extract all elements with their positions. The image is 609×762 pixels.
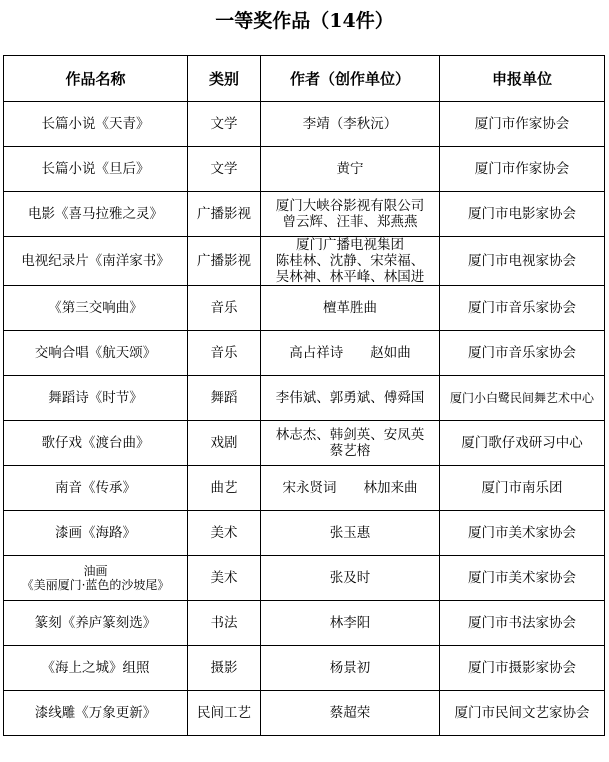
author-line: 厦门广播电视集团 — [296, 237, 404, 253]
author-cell — [261, 511, 440, 556]
unit-cell: 厦门小白鹭民间舞艺术中心 — [440, 376, 605, 421]
unit-cell: 厦门市作家协会 — [440, 147, 605, 192]
header-submitting-unit: 申报单位 — [440, 56, 605, 102]
table-row — [4, 601, 605, 646]
table-row — [4, 556, 605, 601]
work-name-line: 《第三交响曲》 — [48, 300, 143, 316]
author-line: 蔡艺榕 — [329, 443, 371, 459]
category-cell: 摄影 — [188, 646, 261, 691]
work-name-line: 漆线雕《万象更新》 — [34, 705, 157, 721]
work-name-cell — [4, 237, 188, 286]
unit-cell: 厦门歌仔戏研习中心 — [440, 421, 605, 466]
author-cell — [261, 192, 440, 237]
work-name-line: 油画 — [83, 564, 108, 578]
work-name-line: 舞蹈诗《时节》 — [48, 390, 143, 406]
work-name-line: 《美丽厦门·蓝色的沙坡尾》 — [21, 578, 170, 592]
category-cell: 书法 — [188, 601, 261, 646]
work-name-cell — [4, 556, 188, 601]
author-cell — [261, 466, 440, 511]
category-cell: 美术 — [188, 511, 261, 556]
work-name-line: 电视纪录片《南洋家书》 — [21, 253, 170, 269]
author-line: 陈桂林、沈静、宋荣福、 — [275, 253, 425, 269]
table-row — [4, 102, 605, 147]
work-name-line: 歌仔戏《渡台曲》 — [41, 435, 150, 451]
unit-cell: 厦门市民间文艺家协会 — [440, 691, 605, 736]
table-row — [4, 466, 605, 511]
category-cell: 音乐 — [188, 286, 261, 331]
author-line: 张玉惠 — [329, 525, 371, 541]
unit-cell: 厦门市电影家协会 — [440, 192, 605, 237]
author-line: 杨景初 — [329, 660, 371, 676]
work-name-cell — [4, 286, 188, 331]
category-cell: 广播影视 — [188, 192, 261, 237]
author-cell — [261, 331, 440, 376]
work-name-cell — [4, 147, 188, 192]
work-name-line: 长篇小说《天青》 — [41, 116, 150, 132]
author-line: 曾云辉、汪菲、郑燕燕 — [282, 214, 418, 230]
work-name-line: 南音《传承》 — [55, 480, 136, 496]
author-line: 高占祥诗 赵如曲 — [289, 345, 411, 361]
table-row — [4, 192, 605, 237]
work-name-line: 交响合唱《航天颂》 — [34, 345, 157, 361]
unit-cell: 厦门市南乐团 — [440, 466, 605, 511]
work-name-cell — [4, 102, 188, 147]
category-cell: 民间工艺 — [188, 691, 261, 736]
author-line: 林李阳 — [329, 615, 371, 631]
header-author: 作者（创作单位） — [261, 56, 440, 102]
table-row — [4, 511, 605, 556]
table-row — [4, 147, 605, 192]
work-name-cell — [4, 192, 188, 237]
unit-cell: 厦门市电视家协会 — [440, 237, 605, 286]
unit-cell: 厦门市音乐家协会 — [440, 286, 605, 331]
work-name-cell — [4, 601, 188, 646]
author-cell — [261, 237, 440, 286]
unit-cell: 厦门市摄影家协会 — [440, 646, 605, 691]
author-line: 厦门大峡谷影视有限公司 — [275, 198, 425, 214]
unit-cell: 厦门市音乐家协会 — [440, 331, 605, 376]
table-row — [4, 421, 605, 466]
work-name-line: 漆画《海路》 — [55, 525, 136, 541]
unit-cell: 厦门市书法家协会 — [440, 601, 605, 646]
category-cell: 文学 — [188, 147, 261, 192]
author-line: 宋永贤词 林加来曲 — [282, 480, 418, 496]
author-cell — [261, 556, 440, 601]
author-line: 张及时 — [329, 570, 371, 586]
author-line: 黄宁 — [336, 161, 364, 177]
header-category: 类别 — [188, 56, 261, 102]
author-line: 蔡超荣 — [329, 705, 371, 721]
author-cell — [261, 601, 440, 646]
work-name-cell — [4, 466, 188, 511]
table-row — [4, 331, 605, 376]
category-cell: 音乐 — [188, 331, 261, 376]
unit-cell: 厦门市美术家协会 — [440, 511, 605, 556]
table-header-row — [4, 56, 605, 102]
table-row — [4, 237, 605, 286]
author-line: 李伟斌、郭勇斌、傅舜国 — [275, 390, 425, 406]
author-cell — [261, 421, 440, 466]
author-line: 李靖（李秋沅） — [302, 116, 398, 132]
work-name-line: 《海上之城》组照 — [41, 660, 150, 676]
work-name-cell — [4, 511, 188, 556]
author-cell — [261, 646, 440, 691]
author-cell — [261, 376, 440, 421]
author-line: 檀革胜曲 — [323, 300, 377, 316]
category-cell: 美术 — [188, 556, 261, 601]
category-cell: 舞蹈 — [188, 376, 261, 421]
category-cell: 广播影视 — [188, 237, 261, 286]
work-name-cell — [4, 331, 188, 376]
author-cell — [261, 691, 440, 736]
category-cell: 文学 — [188, 102, 261, 147]
table-row — [4, 376, 605, 421]
author-cell — [261, 147, 440, 192]
table-row — [4, 646, 605, 691]
work-name-line: 电影《喜马拉雅之灵》 — [28, 206, 163, 222]
unit-cell: 厦门市作家协会 — [440, 102, 605, 147]
category-cell: 戏剧 — [188, 421, 261, 466]
author-cell — [261, 102, 440, 147]
author-cell — [261, 286, 440, 331]
unit-cell: 厦门市美术家协会 — [440, 556, 605, 601]
work-name-cell — [4, 691, 188, 736]
header-work-name: 作品名称 — [4, 56, 188, 102]
author-line: 林志杰、韩剑英、安凤英 — [275, 427, 425, 443]
work-name-cell — [4, 376, 188, 421]
work-name-cell — [4, 421, 188, 466]
work-name-line: 长篇小说《旦后》 — [41, 161, 150, 177]
page-title: 一等奖作品（14件） — [215, 10, 394, 32]
author-line: 吴林神、林平峰、林国进 — [275, 269, 425, 285]
category-cell: 曲艺 — [188, 466, 261, 511]
table-row — [4, 286, 605, 331]
work-name-cell — [4, 646, 188, 691]
work-name-line: 篆刻《养庐篆刻选》 — [34, 615, 157, 631]
table-row — [4, 691, 605, 736]
awards-table — [3, 55, 605, 736]
